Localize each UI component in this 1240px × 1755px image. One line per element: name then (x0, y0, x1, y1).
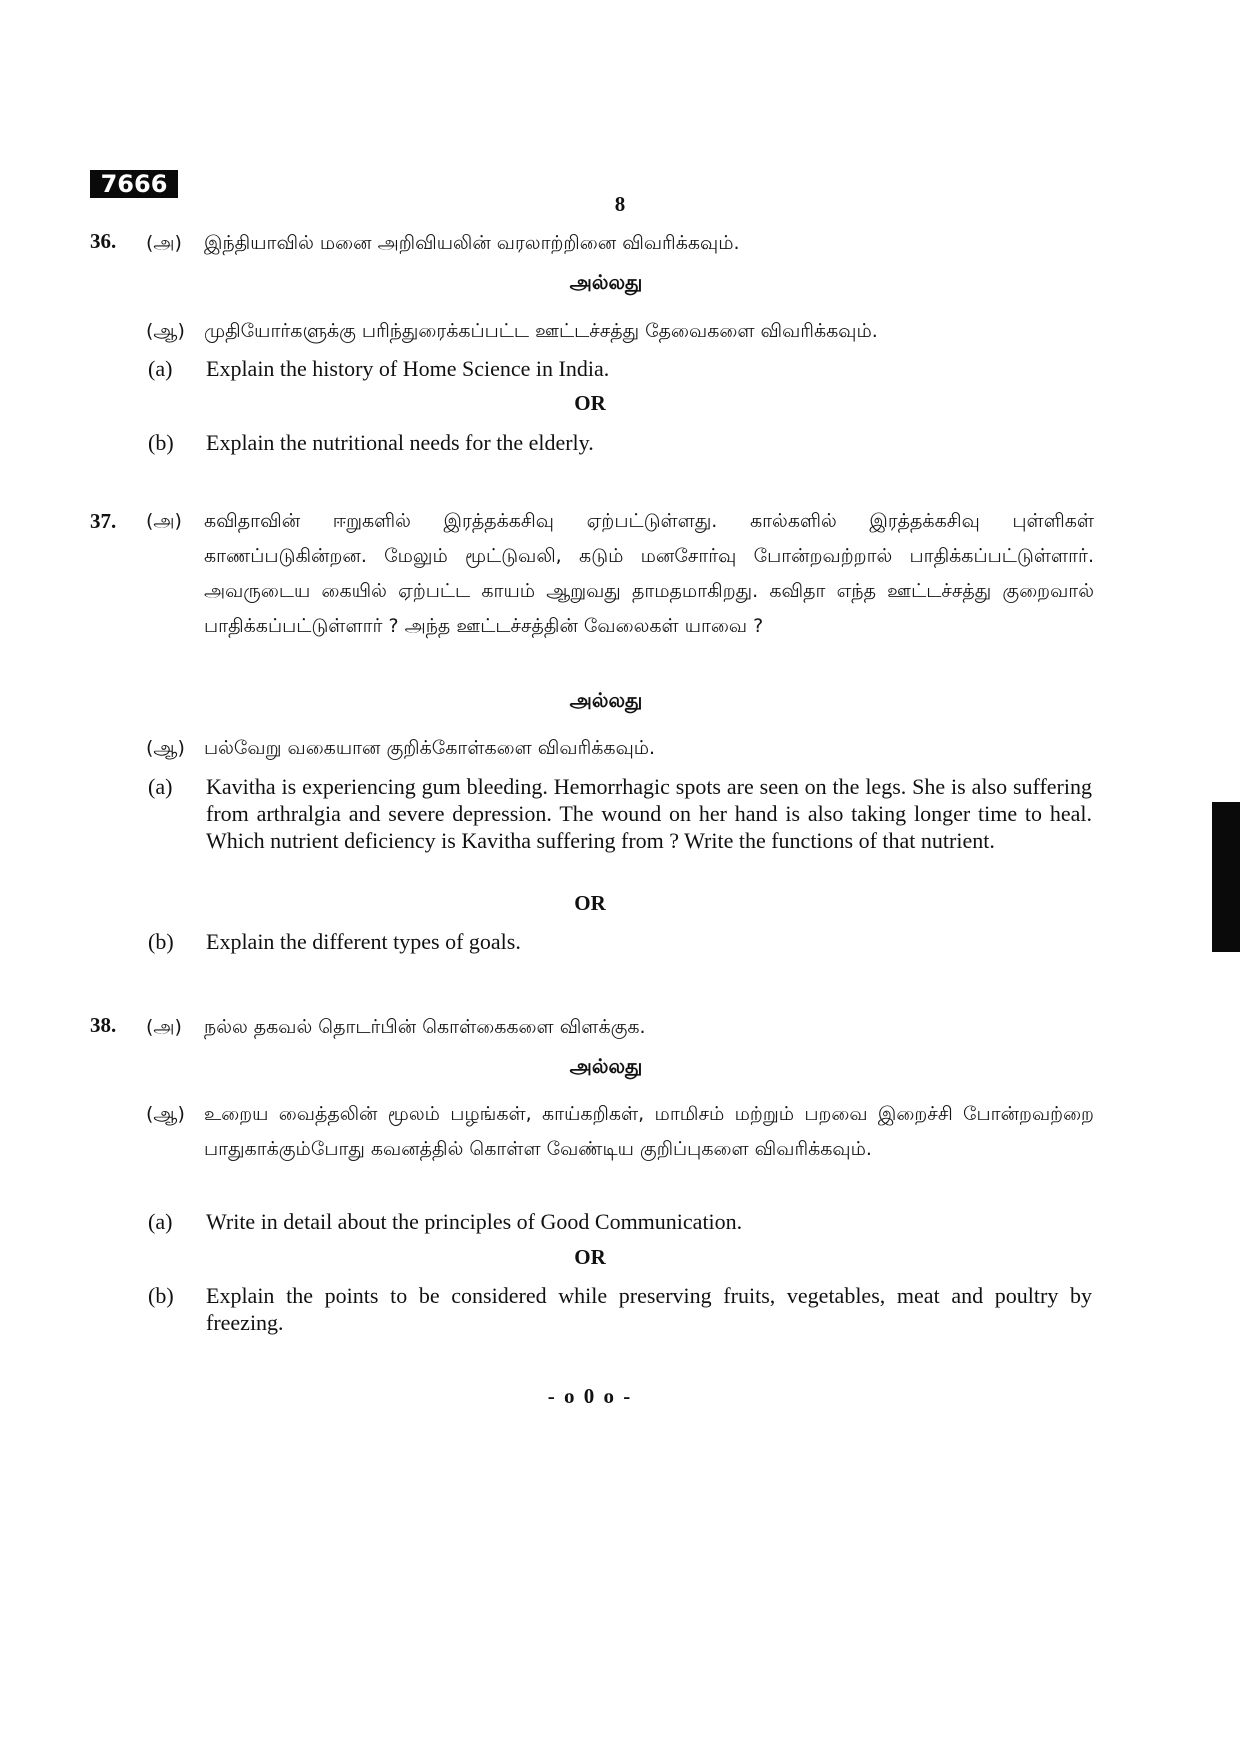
q36-english-b-marker: (b) (148, 430, 174, 455)
q37-english-b-marker: (b) (148, 929, 174, 954)
q37-tamil-option-a: கவிதாவின் ஈறுகளில் இரத்தக்கசிவு ஏற்பட்டுள்ளது. கால்களில் இரத்தக்கசிவு புள்ளிகள் காணப்படுகின்றன. மேலும் மூட்டுவலி, கடும் மனசோர்வு போன்றவற்றால் பாதிக்கப்பட்டுள்ளார். அவருடைய கையில் ஏற்பட்ட காயம் ஆறுவது தாமதமாகிறது. கவிதா எந்த ஊட்டச்சத்து குறைவால் பாதிக்கப்பட்டுள்ளார் ? அந்த ஊட்டச்சத்தின் வேலைகள் யாவை ? (204, 510, 1094, 637)
q37-english-a-marker: (a) (148, 774, 173, 799)
side-margin-tab (1212, 802, 1240, 952)
q36-tamil-b-marker: (ஆ) (146, 320, 185, 342)
q38-english-or: OR (574, 1245, 606, 1269)
q38-tamil-a-marker: (அ) (146, 1016, 182, 1038)
paper-code-badge: 7666 (90, 170, 178, 198)
q38-english-option-b: Explain the points to be considered while preserving fruits, vegetables, meat and poultry by freezing. (206, 1283, 1092, 1335)
q36-english-option-b: Explain the nutritional needs for the elderly. (206, 430, 594, 455)
end-of-paper-mark: - o 0 o - (547, 1384, 633, 1408)
q36-english-a-marker: (a) (148, 356, 173, 381)
question-38-number: 38. (90, 1013, 117, 1037)
q38-tamil-or: அல்லது (569, 1054, 643, 1078)
page-number: 8 (614, 192, 626, 216)
q38-english-b-marker: (b) (148, 1283, 174, 1308)
q37-english-option-a: Kavitha is experiencing gum bleeding. Hemorrhagic spots are seen on the legs. She is also suffering from arthralgia and severe depression. The wound on her hand is also taking longer time to heal. Which nutrient deficiency is Kavitha suffering from ? Write the functions of that nutrient. (206, 774, 1092, 853)
q36-tamil-or: அல்லது (569, 270, 643, 294)
q36-english-or: OR (574, 391, 606, 415)
question-36-number: 36. (90, 229, 117, 253)
q36-tamil-option-b: முதியோர்களுக்கு பரிந்துரைக்கப்பட்ட ஊட்டச்சத்து தேவைகளை விவரிக்கவும். (204, 320, 878, 342)
q38-tamil-option-a: நல்ல தகவல் தொடர்பின் கொள்கைகளை விளக்குக. (204, 1016, 646, 1038)
q37-tamil-b-marker: (ஆ) (146, 737, 185, 759)
q37-tamil-or: அல்லது (569, 688, 643, 712)
q36-tamil-option-a: இந்தியாவில் மனை அறிவியலின் வரலாற்றினை விவரிக்கவும். (204, 232, 740, 254)
q37-tamil-a-marker: (அ) (146, 510, 182, 532)
q36-tamil-a-marker: (அ) (146, 232, 182, 254)
question-37-number: 37. (90, 509, 117, 533)
q38-english-a-marker: (a) (148, 1209, 173, 1234)
q38-english-option-a: Write in detail about the principles of Good Communication. (206, 1209, 743, 1234)
q37-tamil-option-b: பல்வேறு வகையான குறிக்கோள்களை விவரிக்கவும். (204, 737, 656, 759)
q37-english-option-b: Explain the different types of goals. (206, 929, 521, 954)
q38-tamil-option-b: உறைய வைத்தலின் மூலம் பழங்கள், காய்கறிகள், மாமிசம் மற்றும் பறவை இறைச்சி போன்றவற்றை பாதுகாக்கும்போது கவனத்தில் கொள்ள வேண்டிய குறிப்புகளை விவரிக்கவும். (204, 1103, 1094, 1160)
q38-tamil-b-marker: (ஆ) (146, 1103, 185, 1125)
q37-english-or: OR (574, 891, 606, 915)
q36-english-option-a: Explain the history of Home Science in India. (206, 356, 610, 381)
